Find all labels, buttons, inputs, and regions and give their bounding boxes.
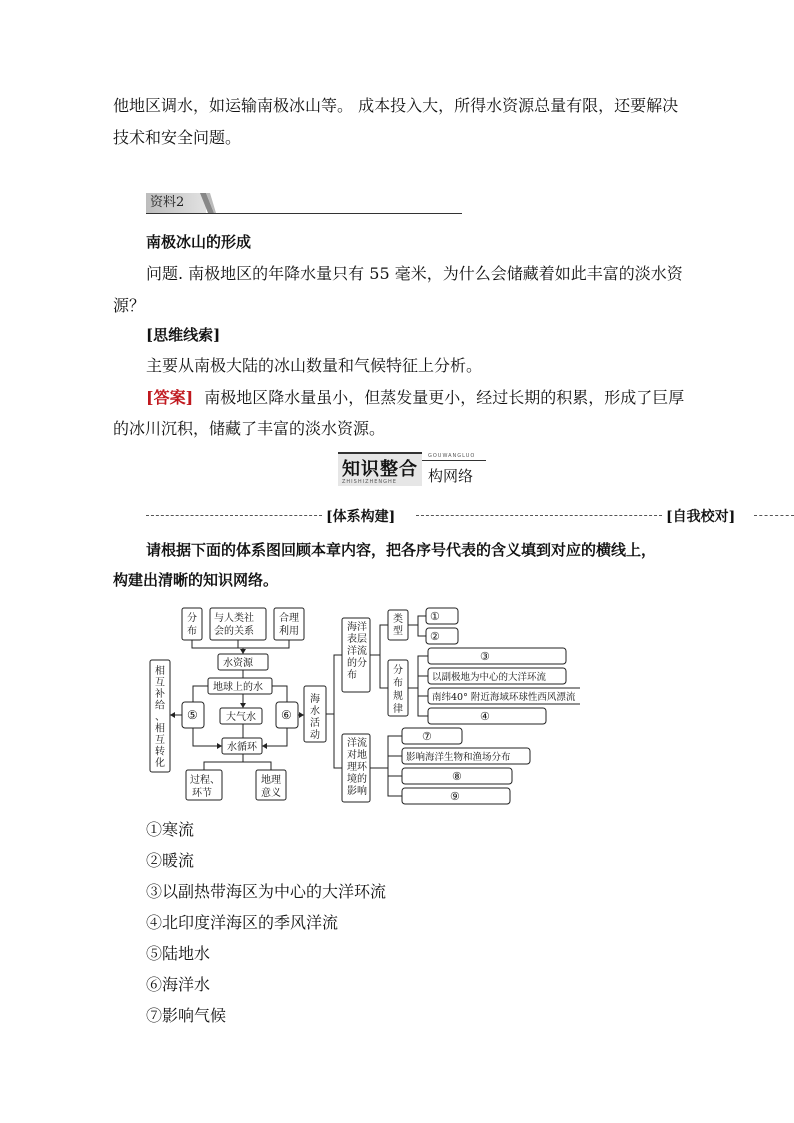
question-line-2: 源？ bbox=[113, 296, 146, 315]
tag-underline bbox=[146, 213, 462, 214]
label-n6: ⑥ bbox=[281, 708, 292, 722]
box-n3 bbox=[428, 648, 566, 664]
section-header-row bbox=[146, 506, 794, 526]
answer-item-6: ⑥海洋水 bbox=[146, 975, 211, 994]
label-haishui: 海水活动 bbox=[310, 694, 320, 741]
intro-line-2: 技术和安全问题。 bbox=[113, 128, 242, 147]
label-fenbu-1: 分 bbox=[187, 613, 197, 624]
banner-left-pinyin: ZHISHIZHENGHE bbox=[342, 479, 397, 485]
label-n9: ⑨ bbox=[450, 790, 460, 803]
dash-middle bbox=[416, 515, 662, 516]
label-dili-2: 意义 bbox=[261, 788, 281, 799]
instruction-line-2: 构建出清晰的知识网络。 bbox=[113, 571, 279, 589]
instruction-line-1: 请根据下面的体系图回顾本章内容，把各序号代表的含义填到对应的横线上， bbox=[146, 541, 657, 559]
label-fenbu-2: 布 bbox=[187, 626, 197, 637]
banner-right-pinyin: GOUWANGLUO bbox=[428, 453, 476, 459]
section-banner bbox=[338, 452, 486, 486]
label-n7: ⑦ bbox=[422, 730, 432, 743]
label-n5: ⑤ bbox=[187, 708, 198, 722]
label-heli-1: 合理 bbox=[279, 613, 299, 624]
label-renlei-2: 会的关系 bbox=[214, 626, 254, 637]
label-fenbu-guilv: 分布规律 bbox=[393, 665, 403, 715]
banner-right-text: 构网络 bbox=[428, 467, 474, 485]
label-yangliu-fenbu: 海洋表层洋流的分布 bbox=[347, 622, 367, 681]
answer-item-3: ③以副热带海区为中心的大洋环流 bbox=[146, 882, 387, 901]
question-line-1: 问题. 南极地区的年降水量只有 55 毫米，为什么会储藏着如此丰富的淡水资 bbox=[146, 264, 683, 283]
label-xunhuan: 水循环 bbox=[227, 742, 257, 753]
label-n8: ⑧ bbox=[452, 770, 462, 783]
label-heli-2: 利用 bbox=[279, 626, 299, 637]
thinking-label: [思维线索] bbox=[146, 326, 221, 344]
label-guocheng-2: 环节 bbox=[192, 788, 212, 799]
label-nanwei: 南纬40° 附近海域环球性西风漂流 bbox=[432, 692, 576, 703]
banner-right bbox=[422, 453, 486, 487]
thinking-text: 主要从南极大陆的冰山数量和气候特征上分析。 bbox=[146, 356, 483, 375]
answer-item-7: ⑦影响气候 bbox=[146, 1006, 227, 1025]
label-leixing: 类型 bbox=[393, 614, 403, 637]
answer-item-1: ①寒流 bbox=[146, 820, 195, 839]
material-tag: 资料2 bbox=[146, 193, 206, 213]
label-guocheng-1: 过程、 bbox=[190, 775, 220, 786]
knowledge-diagram bbox=[140, 600, 580, 810]
answer-item-2: ②暖流 bbox=[146, 851, 195, 870]
answer-item-4: ④北印度洋海区的季风洋流 bbox=[146, 913, 339, 932]
label-n2: ② bbox=[430, 630, 440, 643]
dash-left bbox=[146, 515, 322, 516]
label-n1: ① bbox=[430, 610, 440, 623]
dash-right bbox=[754, 515, 794, 516]
label-n3: ③ bbox=[480, 650, 490, 663]
label-dili-1: 地理 bbox=[261, 775, 281, 786]
tag-slash-decoration bbox=[200, 193, 216, 213]
label-diqiu: 地球上的水 bbox=[213, 682, 263, 693]
banner-left-text: 知识整合 bbox=[342, 459, 418, 480]
label-daqi: 大气水 bbox=[226, 712, 256, 723]
answer-line-2: 的冰川沉积，储藏了丰富的淡水资源。 bbox=[113, 419, 386, 438]
label-shuiziyuan: 水资源 bbox=[223, 658, 253, 669]
label-shengwu: 影响海洋生物和渔场分布 bbox=[406, 752, 511, 763]
label-yangliu-yingxiang: 洋流对地理环境的影响 bbox=[347, 738, 367, 797]
intro-line-1: 他地区调水，如运输南极冰山等。 成本投入大，所得水资源总量有限，还要解决 bbox=[113, 96, 679, 115]
banner-left bbox=[338, 452, 422, 486]
answer-text-1: 南极地区降水量虽小，但蒸发量更小，经过长期的积累，形成了巨厚 bbox=[204, 388, 685, 407]
label-n4: ④ bbox=[480, 710, 490, 723]
label-xianghu: 相互补给、相互转化 bbox=[155, 666, 165, 769]
answer-label: [答案] bbox=[146, 388, 194, 407]
answer-item-5: ⑤陆地水 bbox=[146, 944, 211, 963]
label-fujidi: 以副极地为中心的大洋环流 bbox=[432, 672, 547, 683]
box-n7 bbox=[402, 728, 462, 744]
section-left-label: [体系构建] bbox=[326, 509, 396, 525]
section-right-label: [自我校对] bbox=[666, 509, 736, 525]
material-title: 南极冰山的形成 bbox=[146, 233, 252, 251]
label-renlei-1: 与人类社 bbox=[214, 613, 254, 624]
answer-line-1 bbox=[146, 388, 684, 408]
